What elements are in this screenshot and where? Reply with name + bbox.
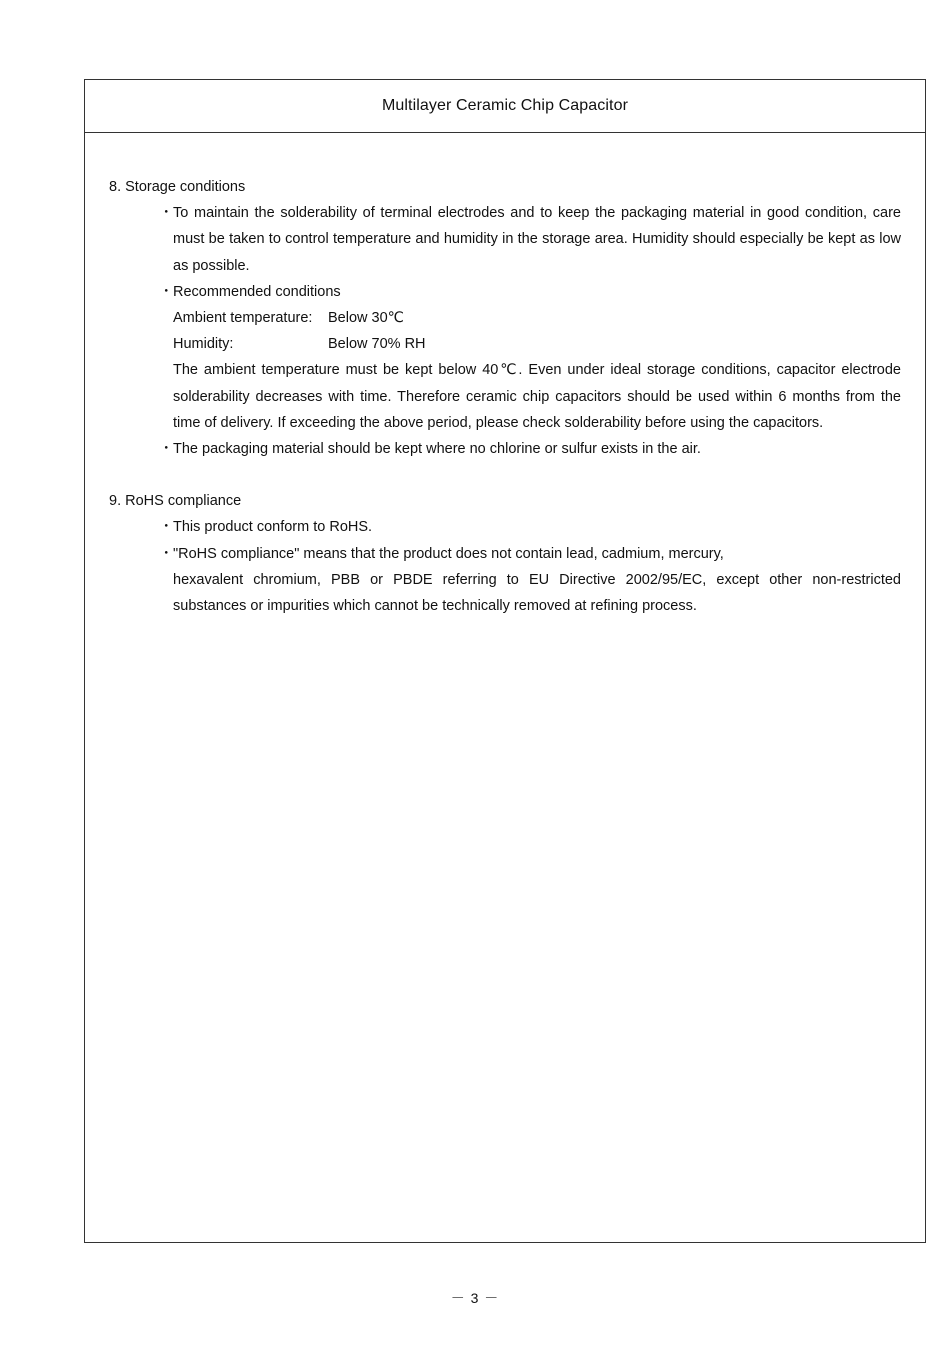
bullet-dot-icon: ・ — [159, 441, 174, 458]
bullet-dot-icon: ・ — [159, 205, 174, 222]
page-number: － 3 － — [450, 1290, 500, 1306]
document-body — [109, 174, 901, 619]
storage-bullet-3-text: The packaging material should be kept where no chlorine or sulfur exists in the air. — [173, 441, 701, 458]
rohs-bullet-2-text: "RoHS compliance" means that the product does not contain lead, cadmium, mercury, — [173, 545, 724, 562]
ambient-temperature-value: Below 30℃ — [328, 310, 404, 327]
rohs-bullet-1 — [159, 514, 901, 540]
bullet-dot-icon: ・ — [159, 283, 174, 300]
section-storage-conditions — [109, 174, 901, 462]
storage-bullet-1 — [159, 200, 901, 279]
humidity-label: Humidity: — [173, 336, 234, 353]
section-title-rohs: 9. RoHS compliance — [109, 493, 242, 510]
ambient-temperature-label: Ambient temperature: — [173, 310, 313, 327]
section-rohs-compliance — [109, 488, 901, 619]
humidity-value: Below 70% RH — [328, 336, 426, 353]
page-header — [85, 80, 925, 133]
ambient-temperature-row — [173, 305, 901, 331]
storage-bullet-3 — [159, 436, 901, 462]
rohs-bullet-2 — [159, 541, 901, 567]
storage-bullet-2-text: Recommended conditions — [173, 283, 341, 300]
document-frame — [84, 79, 926, 1243]
section-title-storage: 8. Storage conditions — [109, 179, 246, 195]
bullet-dot-icon: ・ — [159, 519, 174, 536]
storage-paragraph: The ambient temperature must be kept below 40℃. Even under ideal storage conditions, capacitor electrode solderability decreases with time. Therefore ceramic chip capacitors should be used within 6 months from the time of delivery. If exceeding the above period, please check solderability before using the capacitors. — [173, 362, 901, 431]
rohs-bullets — [159, 514, 901, 619]
document-title: Multilayer Ceramic Chip Capacitor — [381, 97, 629, 114]
storage-bullets — [159, 200, 901, 462]
storage-bullet-1-text: To maintain the solderability of terminal electrodes and to keep the packaging material in good condition, care must be taken to control temperature and humidity in the storage area. Humidity should especially be kept as low as possible. — [173, 205, 901, 274]
storage-bullet-2 — [159, 279, 901, 305]
humidity-row — [173, 331, 901, 357]
rohs-continuation: hexavalent chromium, PBB or PBDE referring to EU Directive 2002/95/EC, except other non-restricted substances or impurities which cannot be technically removed at refining process. — [173, 571, 901, 615]
section-spacer — [109, 462, 901, 488]
rohs-bullet-1-text: This product conform to RoHS. — [173, 519, 373, 536]
bullet-dot-icon: ・ — [159, 545, 174, 562]
